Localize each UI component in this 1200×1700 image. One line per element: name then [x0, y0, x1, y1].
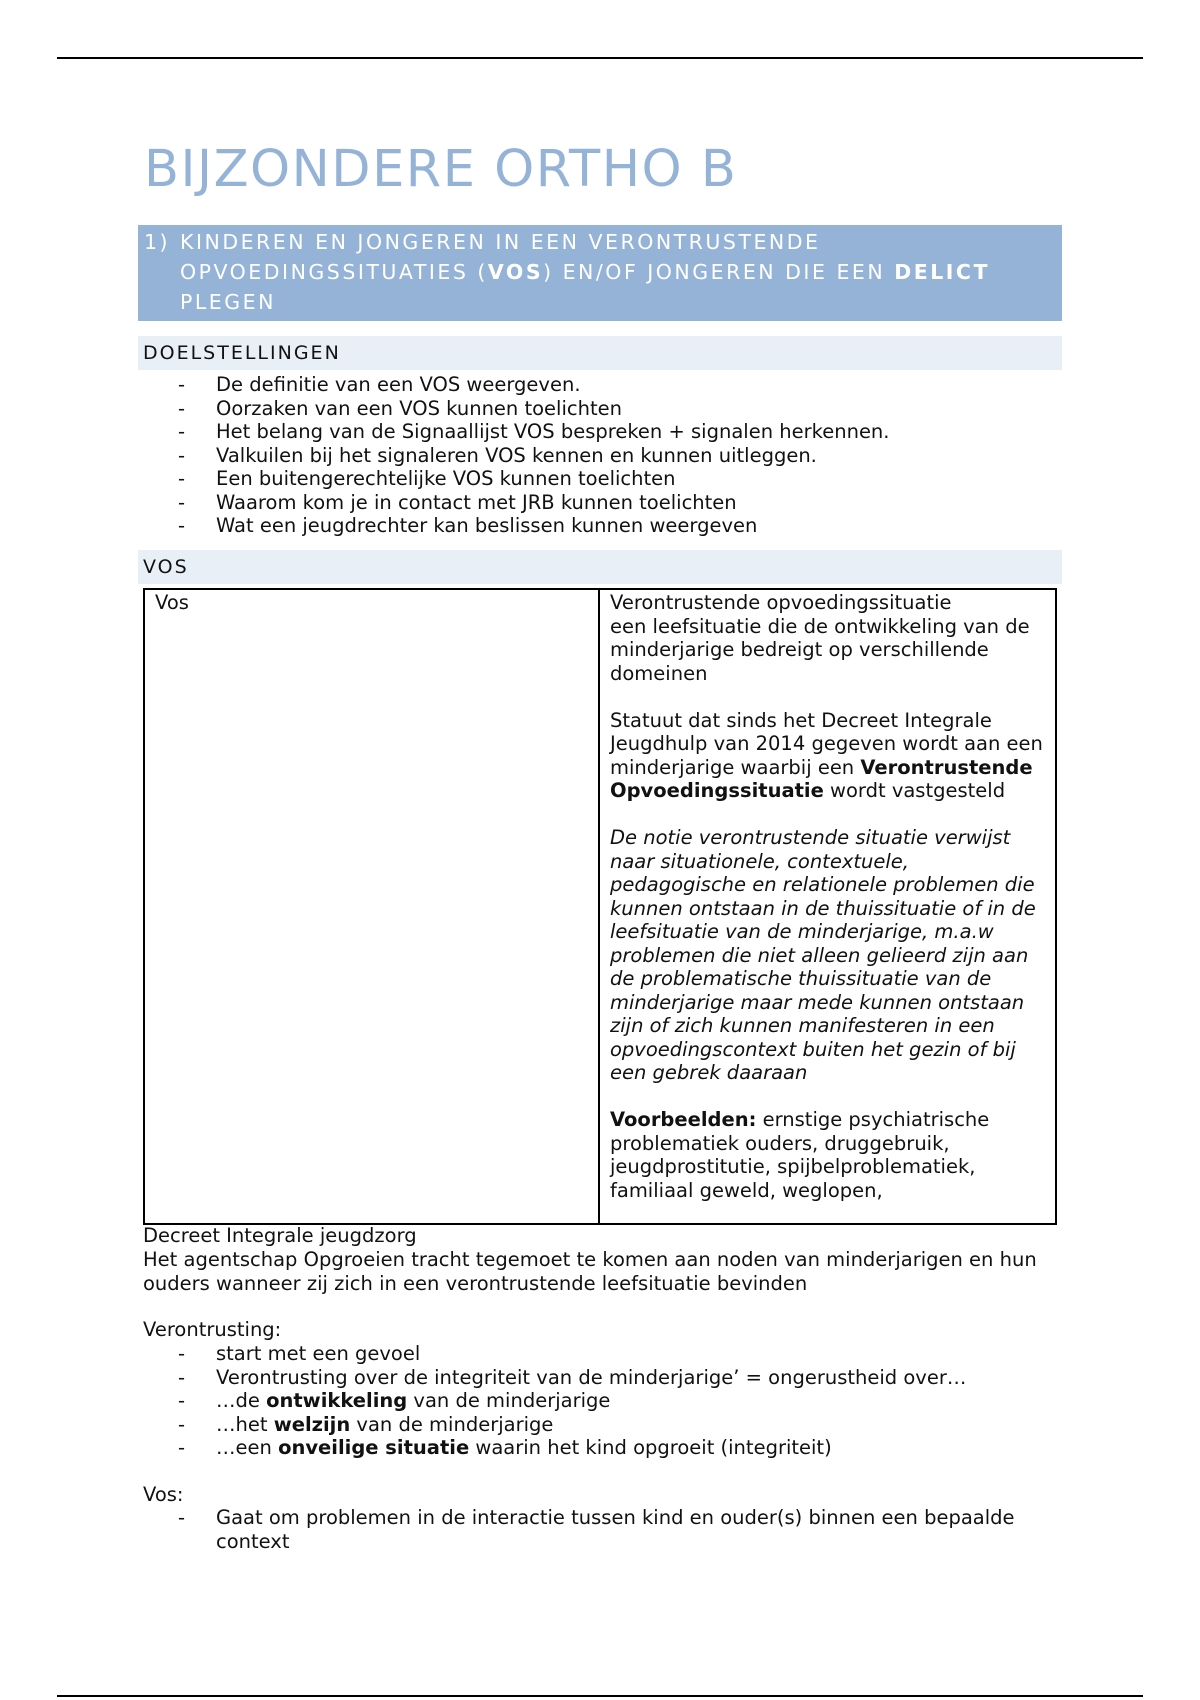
vos-label: Vos: — [143, 1483, 184, 1506]
list-item: - Een buitengerechtelijke VOS kunnen toelichten — [178, 467, 676, 490]
list-item: - Gaat om problemen in de interactie tussen kind en ouder(s) binnen een bepaalde context — [178, 1506, 1015, 1553]
decree-title: Decreet Integrale jeugdzorg — [143, 1224, 417, 1247]
list-item: - De definitie van een VOS weergeven. — [178, 373, 581, 396]
term-cell: Vos — [145, 590, 600, 1223]
note-paragraph: De notie verontrustende situatie verwijst naar situationele, contextuele, pedagogische en relationele problemen die kunnen ontstaan in de thuissituatie of in de leefsituatie van de minderjarige, m.a.w problemen die niet alleen gelieerd zijn aan de problematische thuissituatie van de minderjarige maar mede kunnen ontstaan zijn of zich kunnen manifesteren in een opvoedingscontext buiten het gezin of bij een gebrek daaraan — [610, 826, 1036, 1084]
list-item: - …de ontwikkeling van de minderjarige — [178, 1389, 611, 1412]
concern-label: Verontrusting: — [143, 1318, 282, 1341]
goals-list — [143, 373, 890, 538]
vos-heading: VOS — [138, 550, 1062, 584]
section-heading-1 — [138, 225, 1062, 321]
definition-cell — [610, 591, 1050, 1202]
section-title: KINDEREN EN JONGEREN IN EEN VERONTRUSTENDE OPVOEDINGSSITUATIES (VOS) EN/OF JONGEREN DIE EEN DELICT PLEGEN — [180, 230, 990, 314]
header-rule — [57, 57, 1143, 59]
list-item: - …het welzijn van de minderjarige — [178, 1412, 554, 1436]
list-item: - …een onveilige situatie waarin het kind opgroeit (integriteit) — [178, 1436, 832, 1459]
list-item: - Het belang van de Signaallijst VOS bespreken + signalen herkennen. — [178, 420, 890, 443]
goals-heading: DOELSTELLINGEN — [138, 336, 1062, 370]
concern-list — [143, 1342, 966, 1460]
document-title: BIJZONDERE ORTHO B — [144, 140, 738, 199]
section-number: 1) — [144, 230, 171, 254]
footer-rule — [57, 1695, 1143, 1697]
list-item: - Waarom kom je in contact met JRB kunnen toelichten — [178, 490, 737, 514]
vos-note-list — [143, 1506, 1063, 1553]
definition-paragraph: Verontrustende opvoedingssituatie een leefsituatie die de ontwikkeling van de minderjarige bedreigt op verschillende domeinen — [610, 591, 1030, 685]
statute-paragraph: Statuut dat sinds het Decreet Integrale Jeugdhulp van 2014 gegeven wordt aan een minderjarige waarbij een Verontrustende Opvoedingssituatie wordt vastgesteld — [610, 708, 1043, 802]
list-item: - start met een gevoel — [178, 1342, 421, 1365]
vos-definition-table — [143, 588, 1057, 1225]
examples-paragraph: Voorbeelden: ernstige psychiatrische problematiek ouders, druggebruik, jeugdprostitutie, spijbelproblematiek, familiaal geweld, weglopen, — [610, 1108, 990, 1202]
list-item: - Oorzaken van een VOS kunnen toelichten — [178, 396, 622, 420]
decree-text: Het agentschap Opgroeien tracht tegemoet te komen aan noden van minderjarigen en hun ouders wanneer zij zich in een verontrustende leefsituatie bevinden — [143, 1248, 1037, 1295]
list-item: - Valkuilen bij het signaleren VOS kennen en kunnen uitleggen. — [178, 443, 817, 467]
list-item: - Verontrusting over de integriteit van de minderjarige’ = ongerustheid over… — [178, 1365, 967, 1389]
list-item: - Wat een jeugdrechter kan beslissen kunnen weergeven — [178, 514, 758, 537]
